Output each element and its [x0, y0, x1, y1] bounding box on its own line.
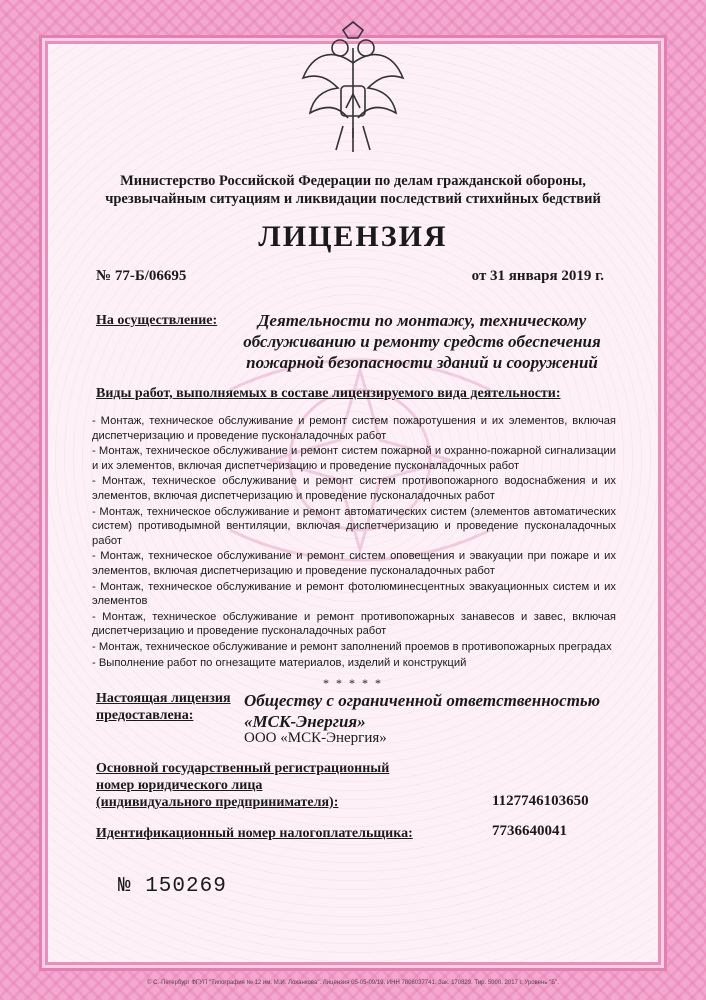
granted-label-line-2: предоставлена: [96, 708, 194, 723]
work-item: - Монтаж, техническое обслуживание и ремонт систем оповещения и эвакуации при пожаре и их элементов, включая диспетчеризацию и проведение пусконаладочных работ [92, 550, 616, 577]
ministry-name [90, 172, 616, 208]
granted-organization [244, 690, 600, 732]
organization-short-name: ООО «МСК-Энергия» [244, 730, 387, 746]
work-item: - Монтаж, техническое обслуживание и ремонт систем пожаротушения и их элементов, включая диспетчеризацию и проведение пусконаладочных работ [92, 415, 616, 442]
blank-serial-number: № 150269 [118, 875, 227, 898]
ogrn-value: 1127746103650 [492, 793, 589, 809]
license-number: № 77-Б/06695 [96, 268, 187, 284]
document-title: ЛИЦЕНЗИЯ [258, 220, 448, 253]
work-item: - Монтаж, техническое обслуживание и ремонт противопожарных занавесов и завес, включая диспетчеризацию и проведение пусконаладочных работ [92, 610, 616, 638]
ministry-line-2: чрезвычайным ситуациям и ликвидации последствий стихийных бедствий [105, 191, 601, 207]
works-label: Виды работ, выполняемых в составе лицензируемого вида деятельности: [96, 386, 561, 401]
ogrn-label-line-3: (индивидуального предпринимателя): [96, 795, 339, 810]
ministry-line-1: Министерство Российской Федерации по делам гражданской обороны, [120, 173, 586, 189]
separator-stars: * * * * * [323, 676, 383, 690]
printer-footer: © С.-Петербург ФГУП "Типография № 12 им. М.И. Лоханкова". Лицензия 05-05-09/19. ИНН 7808037741. Зак. 170829. Тир. 5000. 2017 г. Уровень "Б". [147, 980, 559, 986]
work-item: - Монтаж, техническое обслуживание и ремонт систем противопожарного водоснабжения и их элементов, включая диспетчеризацию и проведение пусконаладочных работ [92, 475, 616, 502]
purpose-text [232, 310, 612, 373]
work-item: - Выполнение работ по огнезащите материалов, изделий и конструкций [92, 656, 467, 669]
purpose-label: На осуществление: [96, 313, 218, 328]
purpose-line-1: Деятельности по монтажу, техническому [257, 311, 587, 330]
ogrn-label-line-1: Основной государственный регистрационный [96, 761, 390, 776]
work-item: - Монтаж, техническое обслуживание и ремонт автоматических систем (элементов автоматических систем) противодымной вентиляции, включая диспетчеризацию и проведение пусконаладочных работ [92, 505, 616, 547]
granted-label-line-1: Настоящая лицензия [96, 691, 231, 706]
inn-label: Идентификационный номер налогоплательщика: [96, 826, 413, 841]
ogrn-label-line-2: номер юридического лица [96, 778, 263, 793]
works-list [92, 414, 616, 671]
work-item: - Монтаж, техническое обслуживание и ремонт фотолюминесцентных эвакуационных систем и их элементов [92, 580, 616, 608]
granted-label [96, 690, 231, 724]
double-headed-eagle-emblem [298, 18, 408, 158]
work-item: - Монтаж, техническое обслуживание и ремонт систем пожарной и охранно-пожарной сигнализации и их элементов, включая диспетчеризацию и проведение пусконаладочных работ [92, 445, 616, 472]
inn-value: 7736640041 [492, 823, 567, 839]
work-item: - Монтаж, техническое обслуживание и ремонт заполнений проемов в противопожарных преградах [92, 640, 612, 653]
organization-line-1: Обществу с ограниченной ответственностью [244, 691, 601, 710]
ogrn-label [96, 760, 389, 811]
purpose-line-2: обслуживанию и ремонту средств обеспечения [243, 332, 601, 351]
organization-line-2: «МСК-Энергия» [244, 712, 366, 731]
purpose-line-3: пожарной безопасности зданий и сооружений [246, 353, 598, 372]
license-date: от 31 января 2019 г. [471, 268, 604, 284]
